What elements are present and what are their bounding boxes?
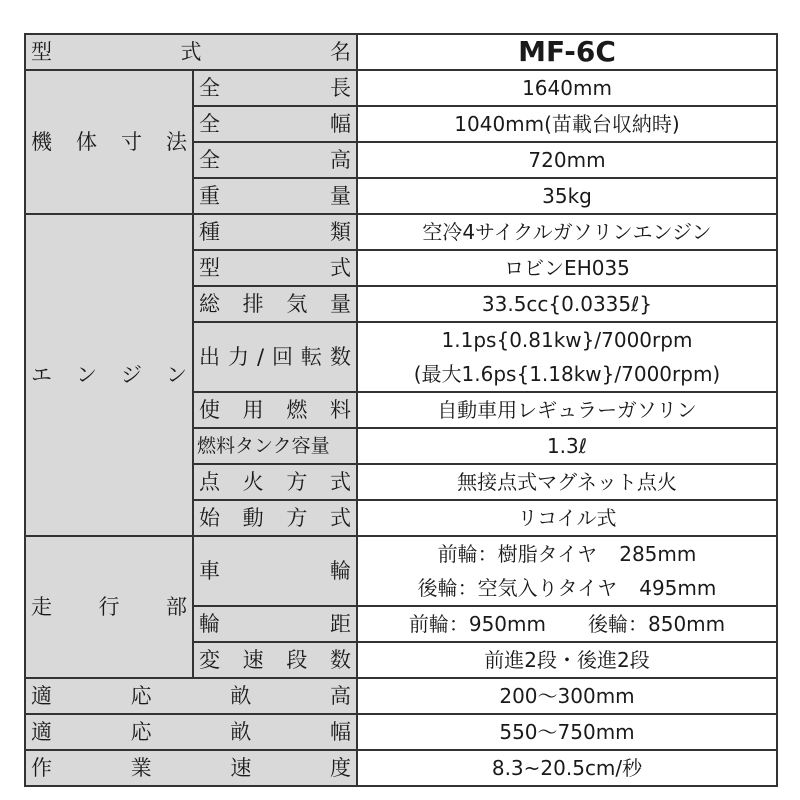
label-ridge-width <box>25 714 357 750</box>
label-char: 動 <box>242 506 264 530</box>
label-char: 部 <box>166 595 187 619</box>
label-char: 方 <box>286 506 308 530</box>
value-length: 1640mm <box>357 70 777 106</box>
label-char: 力 <box>227 345 249 369</box>
label-char: 適 <box>31 720 52 744</box>
label-char: 種 <box>199 220 220 244</box>
label-char: 式 <box>329 470 351 494</box>
label-starting <box>193 500 357 536</box>
label-char: 量 <box>329 292 351 316</box>
value-output-line2: (最大1.6ps{1.18kw}/7000rpm) <box>413 362 721 386</box>
label-char: 転 <box>301 345 323 369</box>
label-char: 285mm <box>619 542 697 566</box>
label-char: 後輪：空気入りタイヤ <box>417 576 618 600</box>
label-char: 用 <box>242 398 264 422</box>
value-wheels <box>357 536 777 606</box>
label-char: 輪 <box>330 559 351 583</box>
value-starting: リコイル式 <box>357 500 777 536</box>
label-char: / <box>256 345 265 369</box>
label-char: 速 <box>242 648 264 672</box>
label-char: 作 <box>31 756 52 780</box>
label-char: 距 <box>330 612 351 636</box>
label-char: 式 <box>329 506 351 530</box>
value-engine-type: 空冷4サイクルガソリンエンジン <box>357 214 777 250</box>
label-char: 法 <box>166 130 187 154</box>
value-displacement: 33.5cc{0.0335ℓ} <box>357 286 777 322</box>
label-char: 前輪：950mm <box>408 612 546 636</box>
label-char: 回 <box>272 345 294 369</box>
row-model <box>25 34 777 70</box>
label-weight <box>193 178 357 214</box>
label-char: 火 <box>242 470 264 494</box>
row-wheels <box>25 536 777 606</box>
label-char: 495mm <box>639 576 717 600</box>
label-tank <box>193 428 357 464</box>
label-char: 高 <box>329 684 351 708</box>
label-work-speed <box>25 750 357 786</box>
label-char: 型 <box>31 40 52 64</box>
label-char: 畝 <box>230 720 252 744</box>
label-char: 走 <box>31 595 52 619</box>
value-work-speed: 8.3~20.5cm/秒 <box>357 750 777 786</box>
label-char: 業 <box>130 756 152 780</box>
row-ridge-width <box>25 714 777 750</box>
label-char: 気 <box>286 292 308 316</box>
value-engine-model: ロビンEH035 <box>357 250 777 286</box>
label-gears <box>193 642 357 678</box>
row-engine-type <box>25 214 777 250</box>
label-char: 輪 <box>199 612 220 636</box>
value-width: 1040mm(苗載台収納時) <box>357 106 777 142</box>
label-char: 使 <box>199 398 220 422</box>
label-wheels <box>193 536 357 606</box>
row-work-speed <box>25 750 777 786</box>
value-wheels-rear <box>358 571 776 605</box>
label-char: 畝 <box>230 684 252 708</box>
value-ridge-height: 200〜300mm <box>357 678 777 714</box>
value-ridge-width: 550〜750mm <box>357 714 777 750</box>
label-char: 排 <box>242 292 264 316</box>
group-travel <box>25 536 193 678</box>
label-char: 車 <box>199 559 220 583</box>
label-char: 寸 <box>121 130 142 154</box>
label-char: 全 <box>199 112 220 136</box>
label-length <box>193 70 357 106</box>
label-char: 型 <box>199 256 220 280</box>
label-char: 行 <box>98 595 120 619</box>
label-char: 応 <box>130 720 152 744</box>
value-output-line1: 1.1ps{0.81kw}/7000rpm <box>441 328 693 352</box>
group-dims <box>25 70 193 214</box>
label-char: エ <box>31 363 52 387</box>
label-char: 変 <box>199 648 220 672</box>
label-model <box>25 34 357 70</box>
value-wheels-front <box>358 537 776 571</box>
label-ignition <box>193 464 357 500</box>
label-char: 段 <box>286 648 308 672</box>
label-char: 重 <box>199 184 220 208</box>
value-model: MF-6C <box>357 34 777 70</box>
row-length <box>25 70 777 106</box>
value-output <box>357 322 777 392</box>
label-char: 後輪：850mm <box>588 612 726 636</box>
label-char: 長 <box>330 76 351 100</box>
label-ridge-height <box>25 678 357 714</box>
value-tank: 1.3ℓ <box>357 428 777 464</box>
label-char: 幅 <box>329 720 351 744</box>
value-weight: 35kg <box>357 178 777 214</box>
label-char: ジ <box>121 363 142 387</box>
label-char: 適 <box>31 684 52 708</box>
label-char: 全 <box>199 76 220 100</box>
label-fuel <box>193 392 357 428</box>
label-char: 幅 <box>330 112 351 136</box>
label-engine-type <box>193 214 357 250</box>
label-height <box>193 142 357 178</box>
value-height: 720mm <box>357 142 777 178</box>
label-char: 機 <box>31 130 52 154</box>
label-char: 全 <box>199 148 220 172</box>
label-char: 名 <box>330 40 351 64</box>
label-output <box>193 322 357 392</box>
label-char: 始 <box>199 506 220 530</box>
value-ignition: 無接点式マグネット点火 <box>357 464 777 500</box>
label-char: 類 <box>330 220 351 244</box>
label-char: 数 <box>330 345 351 369</box>
label-track <box>193 606 357 642</box>
spec-table <box>24 33 778 787</box>
label-char: 方 <box>286 470 308 494</box>
label-char: 料 <box>329 398 351 422</box>
label-char: 応 <box>130 684 152 708</box>
label-char: 式 <box>180 40 202 64</box>
label-char: 数 <box>329 648 351 672</box>
value-track <box>357 606 777 642</box>
label-char: 前輪：樹脂タイヤ <box>437 542 598 566</box>
label-char: ン <box>76 363 97 387</box>
label-char: 燃料タンク容量 <box>197 435 330 457</box>
label-char: 総 <box>199 292 220 316</box>
row-ridge-height <box>25 678 777 714</box>
group-engine <box>25 214 193 536</box>
label-displacement <box>193 286 357 322</box>
value-gears: 前進2段・後進2段 <box>357 642 777 678</box>
label-char: ン <box>166 363 187 387</box>
label-char: 燃 <box>286 398 308 422</box>
label-char: 出 <box>199 345 220 369</box>
label-char: 速 <box>230 756 252 780</box>
label-char: 点 <box>199 470 220 494</box>
label-char: 量 <box>330 184 351 208</box>
label-char: 式 <box>330 256 351 280</box>
label-char: 度 <box>329 756 351 780</box>
label-engine-model <box>193 250 357 286</box>
label-char: 体 <box>76 130 97 154</box>
value-fuel: 自動車用レギュラーガソリン <box>357 392 777 428</box>
label-char: 高 <box>330 148 351 172</box>
label-width <box>193 106 357 142</box>
